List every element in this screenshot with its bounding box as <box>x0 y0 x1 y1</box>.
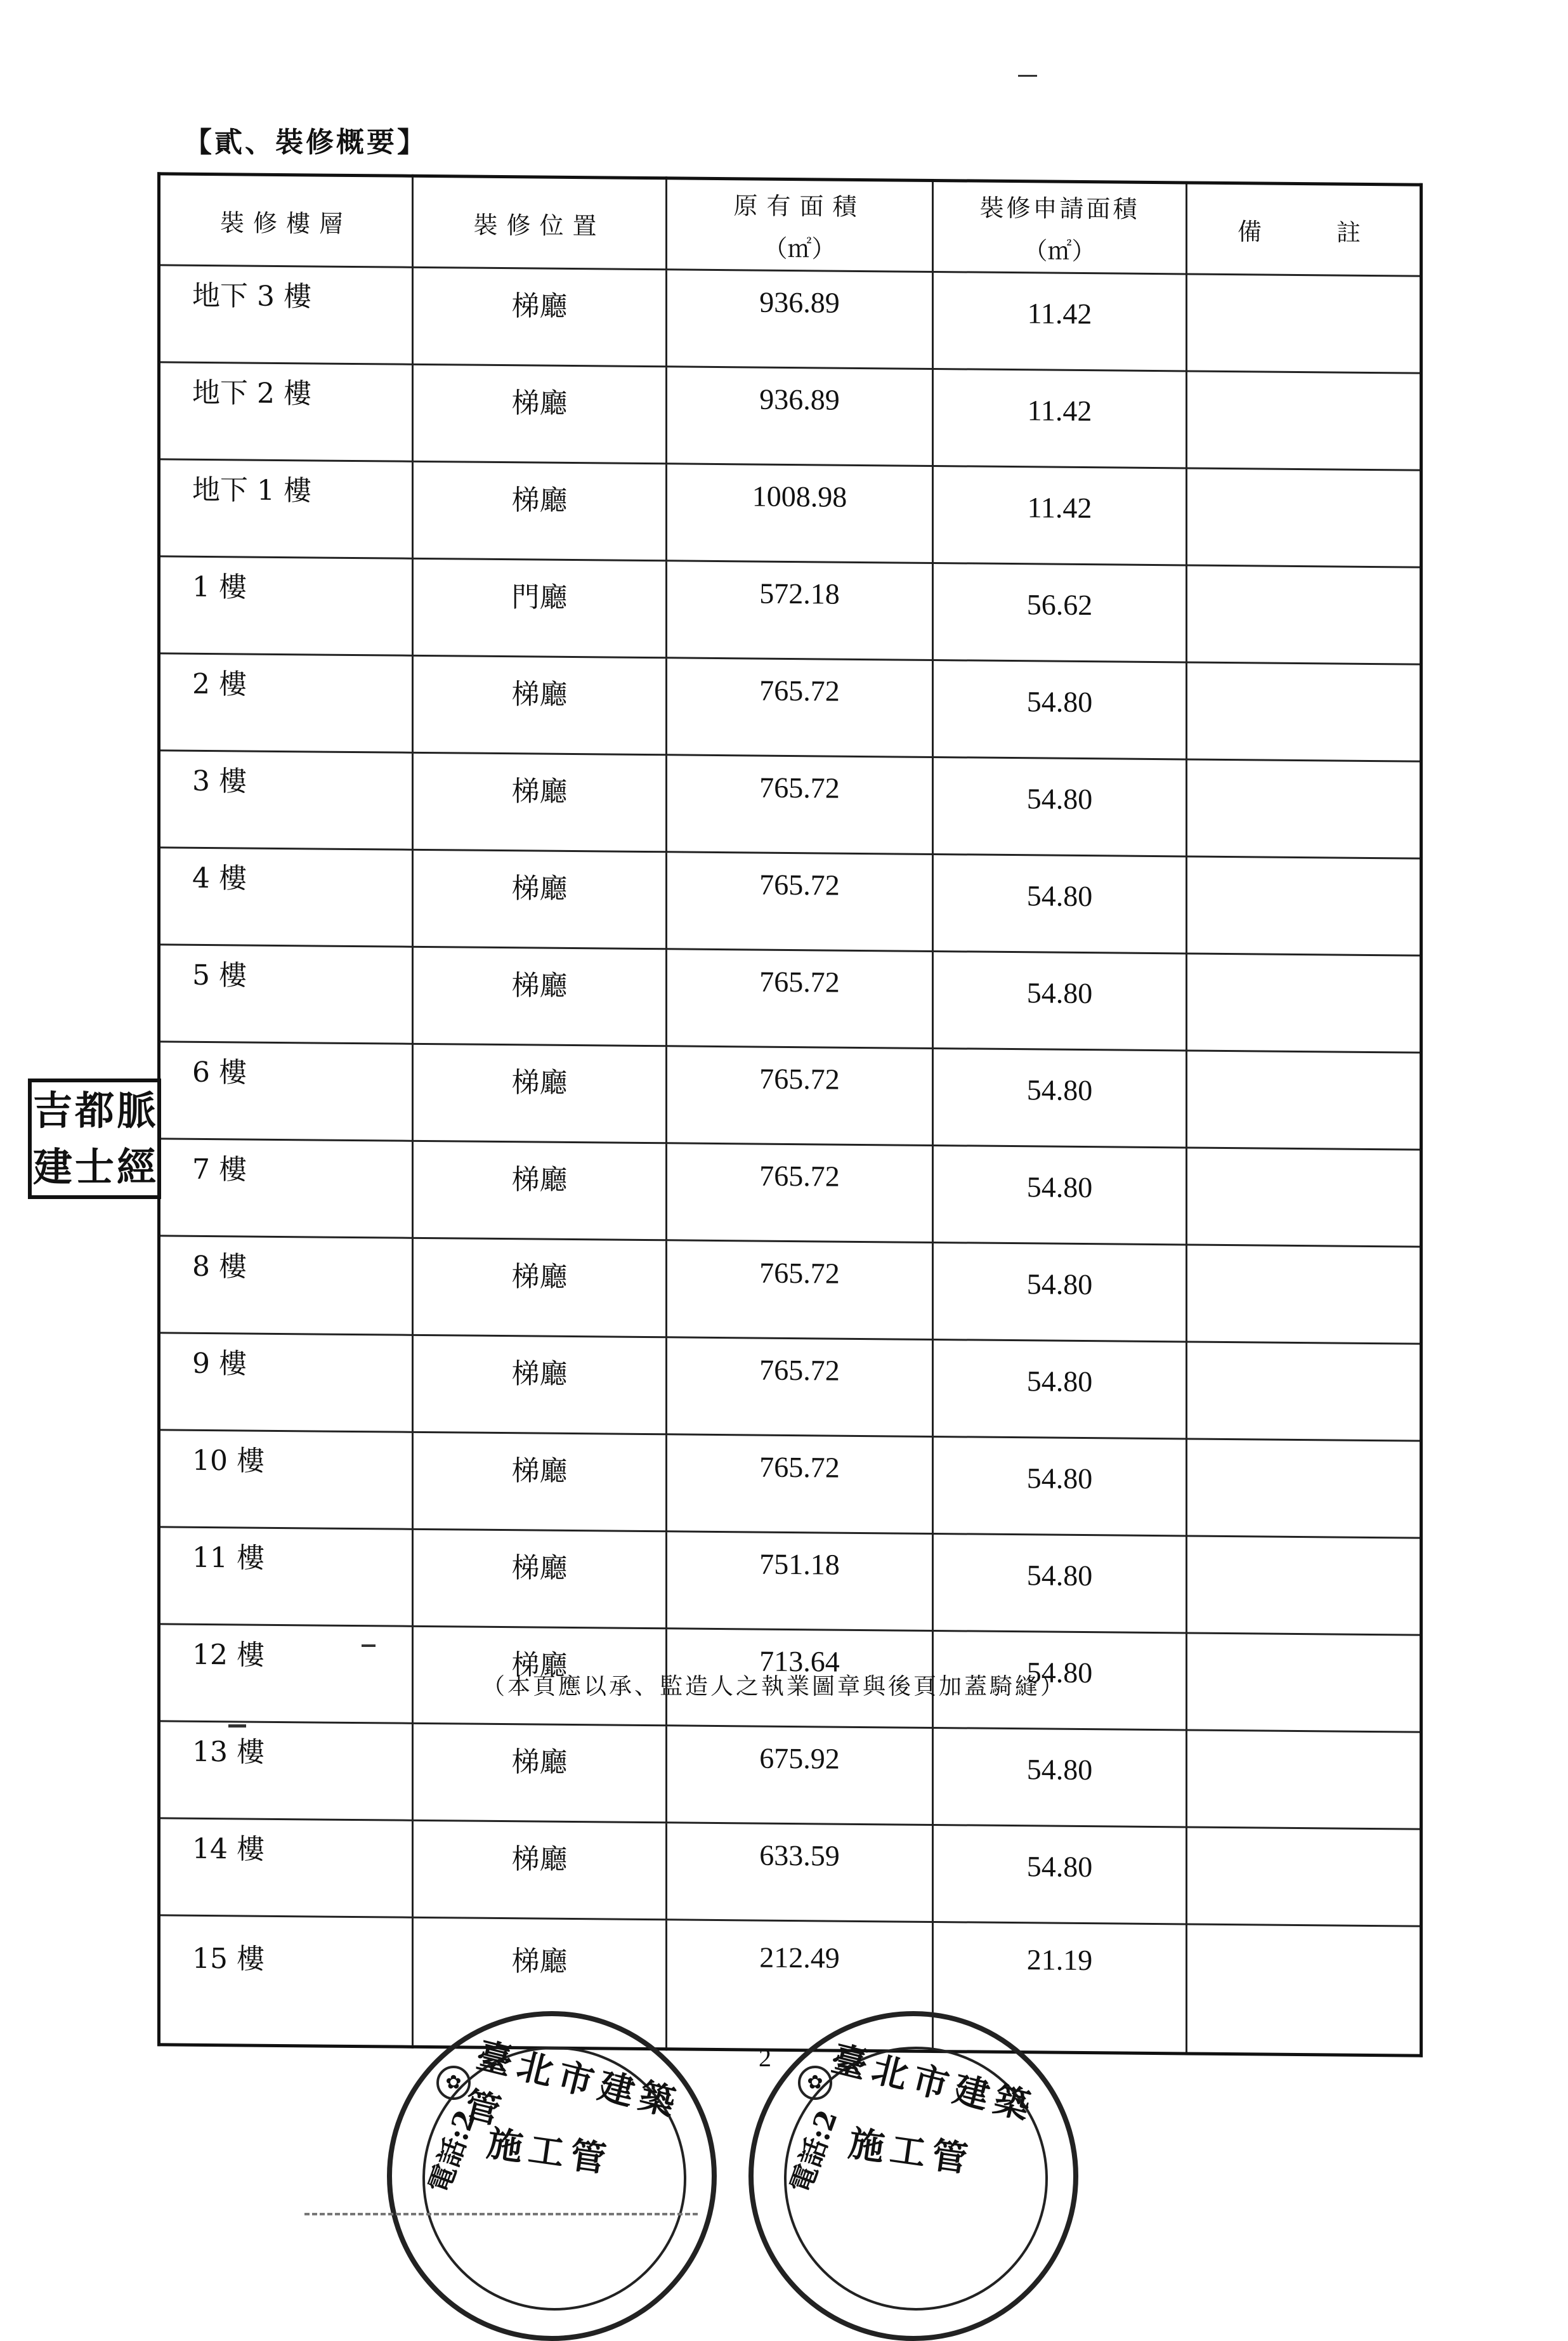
table-row <box>159 848 1421 955</box>
remarks-cell <box>1187 1730 1421 1829</box>
section-heading: 【貳、裝修概要】 <box>184 126 428 159</box>
position-cell: 梯廳 <box>413 1238 667 1337</box>
applied-area-cell: 54.80 <box>933 757 1187 856</box>
floor-cell: 4 樓 <box>159 848 413 947</box>
office-stamp-right <box>742 2011 1041 2225</box>
position-cell: 梯廳 <box>413 1141 667 1240</box>
table-row <box>159 1721 1421 1829</box>
position-cell: 梯廳 <box>413 849 667 948</box>
architect-seal <box>28 1079 161 1199</box>
applied-area-cell: 54.80 <box>933 660 1187 759</box>
header-floor: 裝修樓層 <box>159 174 413 267</box>
scan-speck <box>228 1724 246 1728</box>
header-applied-area-label: 裝修申請面積 <box>979 193 1140 223</box>
floor-cell: 13 樓 <box>159 1721 413 1820</box>
applied-area-cell: 54.80 <box>933 1728 1187 1826</box>
stamp-text: 臺北市建築管 <box>460 2034 686 2135</box>
applied-area-cell: 54.80 <box>933 1242 1187 1341</box>
position-cell: 梯廳 <box>413 364 667 463</box>
table-row <box>159 1818 1421 1926</box>
original-area-cell: 1008.98 <box>667 464 933 563</box>
remarks-cell <box>1187 371 1421 470</box>
stamp-text: 電話:2 <box>422 2106 483 2198</box>
original-area-cell: 765.72 <box>667 1143 933 1243</box>
seal-char: 脈 <box>116 1087 156 1134</box>
table-row <box>159 556 1421 664</box>
scan-speck <box>1018 75 1037 77</box>
remarks-cell <box>1187 856 1421 955</box>
header-applied-area <box>933 180 1187 273</box>
original-area-cell: 572.18 <box>667 561 933 660</box>
floor-cell: 地下 1 樓 <box>159 459 413 558</box>
floor-cell: 7 樓 <box>159 1139 413 1238</box>
original-area-cell: 765.72 <box>667 1337 933 1437</box>
original-area-cell: 936.89 <box>667 367 933 466</box>
original-area-cell: 212.49 <box>667 1920 933 2052</box>
floor-cell: 14 樓 <box>159 1818 413 1917</box>
floor-cell: 10 樓 <box>159 1430 413 1529</box>
original-area-cell: 765.72 <box>667 1046 933 1146</box>
seal-char: 士 <box>74 1143 114 1190</box>
table-row <box>159 653 1421 761</box>
remarks-cell <box>1187 1439 1421 1538</box>
plum-flower-icon: ✿ <box>436 2066 471 2100</box>
position-cell: 梯廳 <box>413 461 667 560</box>
applied-area-cell: 11.42 <box>933 466 1187 565</box>
applied-area-cell: 11.42 <box>933 272 1187 370</box>
original-area-cell: 765.72 <box>667 755 933 855</box>
position-cell: 梯廳 <box>413 1044 667 1143</box>
floor-cell: 12 樓 <box>159 1624 413 1723</box>
remarks-cell <box>1187 1342 1421 1441</box>
table-row <box>159 1042 1421 1150</box>
header-original-area <box>667 178 933 272</box>
office-stamp-left <box>381 2011 736 2225</box>
floor-cell: 地下 2 樓 <box>159 362 413 461</box>
floor-cell: 地下 3 樓 <box>159 265 413 364</box>
original-area-cell: 751.18 <box>667 1531 933 1631</box>
header-remarks: 備 註 <box>1187 183 1421 276</box>
applied-area-cell: 54.80 <box>933 1339 1187 1438</box>
table-row <box>159 362 1421 470</box>
stamp-text: 施工管 <box>484 2122 615 2182</box>
original-area-cell: 765.72 <box>667 1240 933 1340</box>
table-row <box>159 1430 1421 1538</box>
table-row <box>159 1333 1421 1441</box>
applied-area-cell: 54.80 <box>933 1048 1187 1147</box>
applied-area-cell: 21.19 <box>933 1922 1187 2053</box>
original-area-cell: 765.72 <box>667 658 933 757</box>
floor-cell: 3 樓 <box>159 751 413 849</box>
position-cell: 梯廳 <box>413 752 667 851</box>
remarks-cell <box>1187 759 1421 858</box>
applied-area-cell: 56.62 <box>933 563 1187 662</box>
table-row <box>159 265 1421 373</box>
remarks-cell <box>1187 954 1421 1052</box>
header-applied-area-unit: （㎡） <box>1023 237 1096 266</box>
position-cell: 梯廳 <box>413 1723 667 1822</box>
applied-area-cell: 54.80 <box>933 1436 1187 1535</box>
remarks-cell <box>1187 1536 1421 1635</box>
original-area-cell: 675.92 <box>667 1726 933 1825</box>
table-row <box>159 945 1421 1052</box>
position-cell: 梯廳 <box>413 655 667 754</box>
scan-artifact-dashes <box>304 2213 698 2215</box>
table-header-row <box>159 174 1421 276</box>
stamp-text: 臺北市建築 <box>826 2037 1041 2129</box>
remarks-cell <box>1187 1633 1421 1732</box>
position-cell: 梯廳 <box>413 1820 667 1919</box>
position-cell: 梯廳 <box>413 267 667 366</box>
table-row <box>159 1139 1421 1247</box>
remarks-cell <box>1187 565 1421 664</box>
remarks-cell <box>1187 1245 1421 1344</box>
seal-char: 經 <box>116 1143 156 1190</box>
remarks-cell <box>1187 468 1421 567</box>
original-area-cell: 713.64 <box>667 1629 933 1728</box>
floor-cell: 8 樓 <box>159 1236 413 1335</box>
position-cell: 門廳 <box>413 558 667 657</box>
position-cell: 梯廳 <box>413 1335 667 1434</box>
seal-char: 都 <box>74 1087 114 1134</box>
remarks-cell <box>1187 1148 1421 1247</box>
applied-area-cell: 54.80 <box>933 951 1187 1050</box>
floor-cell: 5 樓 <box>159 945 413 1044</box>
floor-cell: 11 樓 <box>159 1527 413 1626</box>
floor-cell: 2 樓 <box>159 653 413 752</box>
header-position: 裝修位置 <box>413 176 667 269</box>
remarks-cell <box>1187 1827 1421 1926</box>
table-row <box>159 1527 1421 1635</box>
original-area-cell: 765.72 <box>667 949 933 1049</box>
stamp-text: 施工管 <box>846 2122 977 2182</box>
stamp-text: 電話:2 <box>784 2106 844 2198</box>
applied-area-cell: 11.42 <box>933 369 1187 468</box>
header-original-area-label: 原有面積 <box>733 192 866 221</box>
scan-speck <box>362 1644 376 1647</box>
position-cell: 梯廳 <box>413 1529 667 1628</box>
floor-cell: 1 樓 <box>159 556 413 655</box>
applied-area-cell: 54.80 <box>933 1630 1187 1729</box>
applied-area-cell: 54.80 <box>933 1145 1187 1244</box>
position-cell: 梯廳 <box>413 1917 667 2049</box>
remarks-cell <box>1187 1051 1421 1150</box>
plum-flower-icon: ✿ <box>798 2066 832 2100</box>
applied-area-cell: 54.80 <box>933 1533 1187 1632</box>
position-cell: 梯廳 <box>413 947 667 1046</box>
renovation-summary-table <box>157 172 1423 2057</box>
position-cell: 梯廳 <box>413 1432 667 1531</box>
floor-cell: 15 樓 <box>159 1915 413 2047</box>
floor-cell: 6 樓 <box>159 1042 413 1141</box>
applied-area-cell: 54.80 <box>933 1825 1187 1924</box>
original-area-cell: 936.89 <box>667 270 933 369</box>
header-original-area-unit: （㎡） <box>763 234 836 263</box>
table-row <box>159 1236 1421 1344</box>
table-row <box>159 459 1421 567</box>
original-area-cell: 633.59 <box>667 1823 933 1922</box>
original-area-cell: 765.72 <box>667 852 933 952</box>
footnote: （本頁應以承、監造人之執業圖章與後頁加蓋騎縫） <box>482 1674 1066 1700</box>
remarks-cell <box>1187 1924 1421 2056</box>
seal-char: 建 <box>32 1143 72 1190</box>
original-area-cell: 765.72 <box>667 1434 933 1534</box>
remarks-cell <box>1187 662 1421 761</box>
table-row <box>159 751 1421 858</box>
position-cell: 梯廳 <box>413 1626 667 1725</box>
floor-cell: 9 樓 <box>159 1333 413 1432</box>
seal-char: 吉 <box>32 1087 72 1134</box>
page-number: 2 <box>759 2043 771 2072</box>
applied-area-cell: 54.80 <box>933 854 1187 953</box>
remarks-cell <box>1187 274 1421 373</box>
